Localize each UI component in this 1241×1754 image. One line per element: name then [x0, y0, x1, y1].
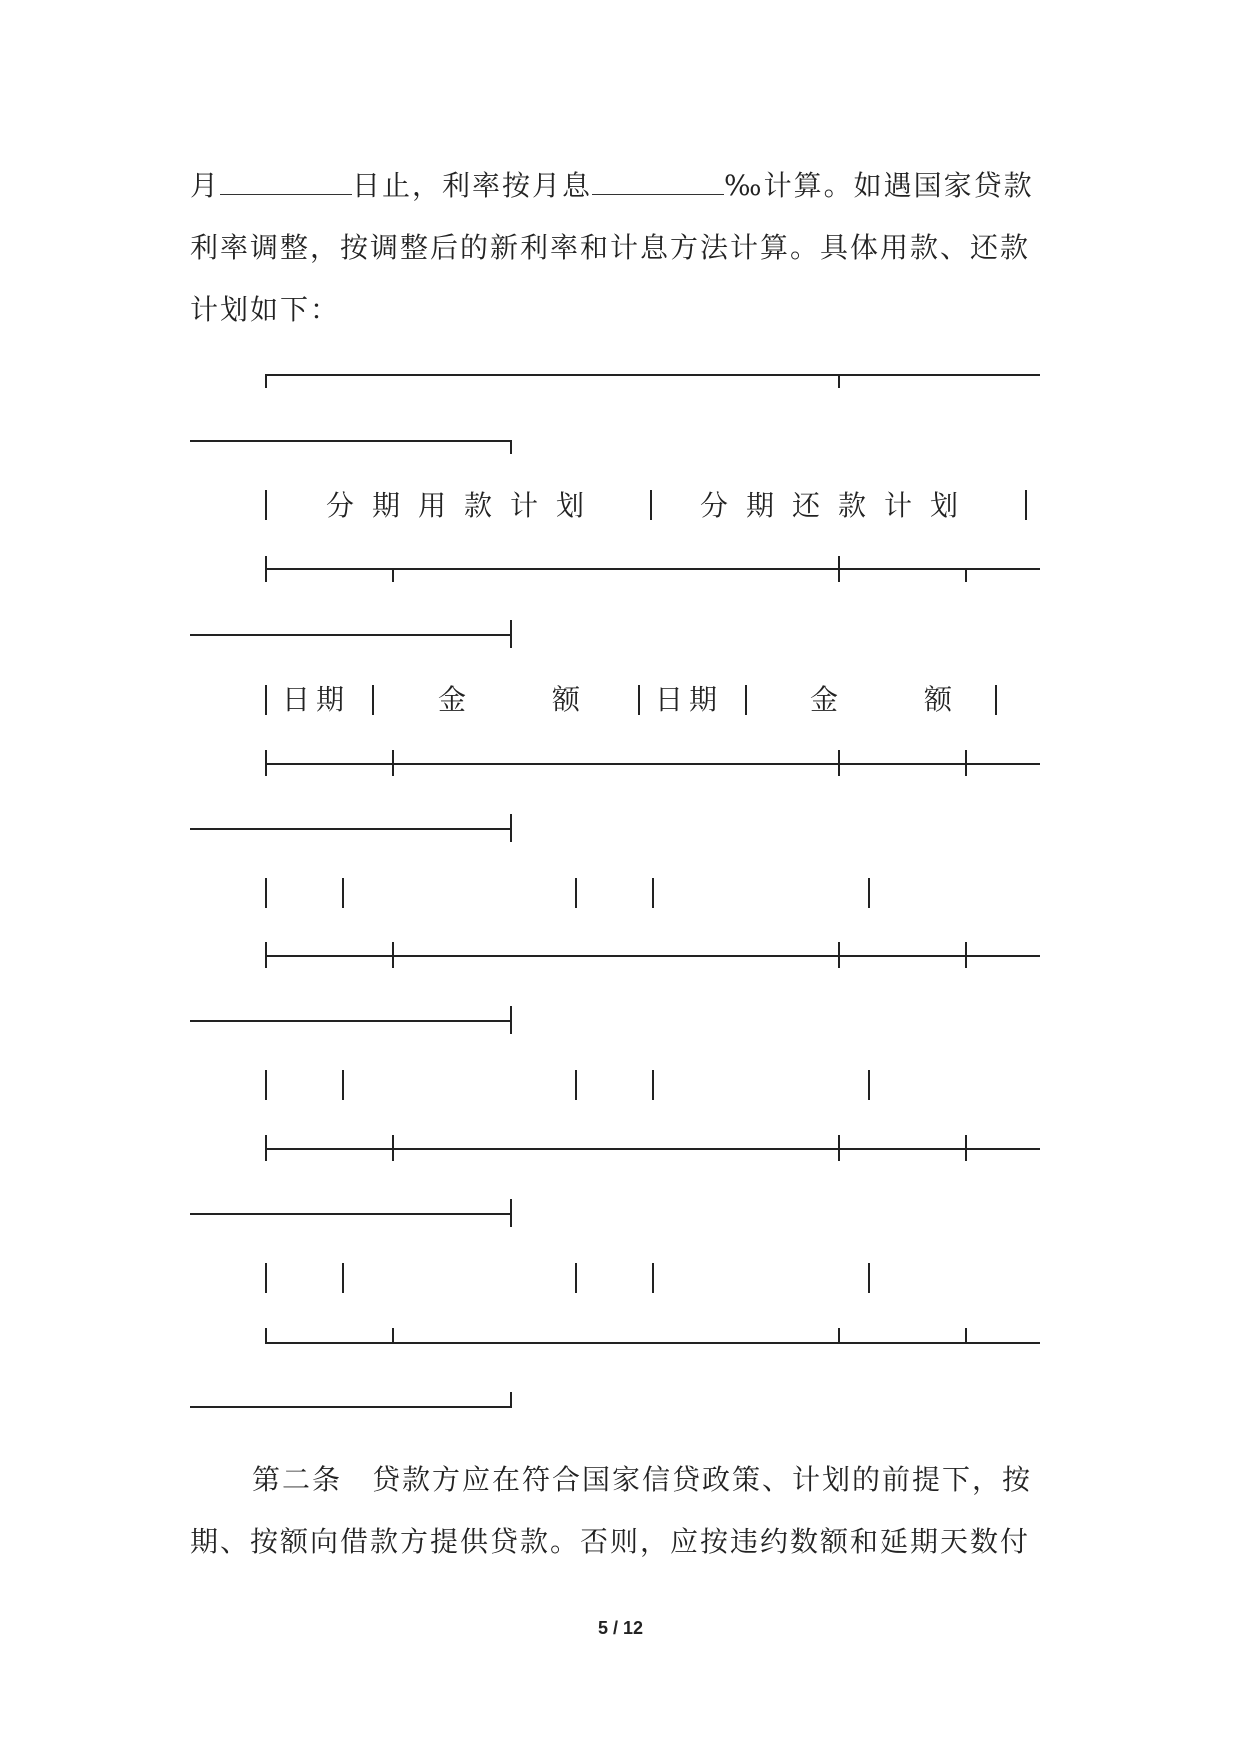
table-joint	[838, 374, 840, 388]
table-divider	[652, 1070, 654, 1100]
table-divider	[265, 685, 267, 715]
table-divider	[265, 1263, 267, 1293]
text-segment: ‰计算。如遇国家贷款	[724, 169, 1034, 202]
col-amount-borrow: 金 额	[438, 683, 591, 716]
table-rule	[190, 1406, 512, 1408]
table-divider	[342, 878, 344, 908]
table-divider	[342, 1070, 344, 1100]
table-joint	[965, 750, 967, 776]
table-divider	[745, 685, 747, 715]
table-divider	[372, 685, 374, 715]
table-joint	[265, 942, 267, 968]
table-divider	[265, 490, 267, 520]
table-divider	[575, 1070, 577, 1100]
col-amount-repay: 金 额	[810, 683, 963, 716]
table-divider	[638, 685, 640, 715]
paragraph-line: 期、按额向借款方提供贷款。否则，应按违约数额和延期天数付	[190, 1525, 1031, 1558]
table-rule	[190, 828, 512, 830]
table-joint	[392, 568, 394, 582]
table-rule	[265, 374, 1040, 376]
table-divider	[1025, 490, 1027, 520]
table-rule	[265, 568, 1040, 570]
table-divider	[650, 490, 652, 520]
table-joint	[965, 942, 967, 968]
table-joint	[265, 556, 267, 582]
table-joint	[392, 1135, 394, 1161]
header-repay-plan: 分期还款计划	[700, 489, 977, 522]
table-rule	[265, 1342, 1040, 1344]
table-joint	[838, 1328, 840, 1342]
paragraph-line: 第二条 贷款方应在符合国家信贷政策、计划的前提下，按	[252, 1463, 1033, 1496]
table-rule	[190, 440, 512, 442]
table-joint	[392, 1328, 394, 1342]
table-joint	[965, 1135, 967, 1161]
table-joint	[965, 1328, 967, 1342]
table-joint	[392, 750, 394, 776]
table-rule	[265, 1148, 1040, 1150]
table-rule	[265, 955, 1040, 957]
table-divider	[265, 878, 267, 908]
paragraph-line: 利率调整，按调整后的新利率和计息方法计算。具体用款、还款	[190, 231, 1031, 264]
text-segment: 月	[190, 169, 221, 202]
table-joint	[510, 814, 512, 842]
text-segment: 日止，利率按月息	[352, 169, 593, 202]
table-rule	[190, 1213, 512, 1215]
table-rule	[265, 763, 1040, 765]
table-divider	[995, 685, 997, 715]
paragraph-line	[190, 168, 1034, 204]
table-corner	[510, 1392, 512, 1406]
page-number: 5 / 12	[597, 1618, 644, 1638]
table-divider	[652, 878, 654, 908]
table-joint	[838, 556, 840, 582]
table-joint	[510, 1006, 512, 1034]
fill-in-blank	[592, 168, 724, 195]
table-joint	[265, 750, 267, 776]
table-joint	[838, 750, 840, 776]
table-divider	[265, 1070, 267, 1100]
table-divider	[652, 1263, 654, 1293]
table-joint	[510, 620, 512, 648]
table-rule	[190, 1020, 512, 1022]
table-joint	[838, 1135, 840, 1161]
table-rule	[190, 634, 512, 636]
paragraph-line: 计划如下：	[190, 293, 341, 326]
table-divider	[575, 1263, 577, 1293]
table-corner	[265, 374, 267, 388]
table-corner	[265, 1328, 267, 1342]
table-joint	[510, 1199, 512, 1227]
col-date-borrow: 日期	[282, 683, 351, 716]
table-corner	[510, 440, 512, 454]
table-divider	[868, 1070, 870, 1100]
table-divider	[342, 1263, 344, 1293]
table-joint	[965, 568, 967, 582]
col-date-repay: 日期	[655, 683, 724, 716]
header-borrow-plan: 分期用款计划	[326, 489, 603, 522]
table-joint	[838, 942, 840, 968]
table-divider	[575, 878, 577, 908]
table-joint	[265, 1135, 267, 1161]
table-divider	[868, 1263, 870, 1293]
table-divider	[868, 878, 870, 908]
table-joint	[392, 942, 394, 968]
fill-in-blank	[220, 168, 352, 195]
